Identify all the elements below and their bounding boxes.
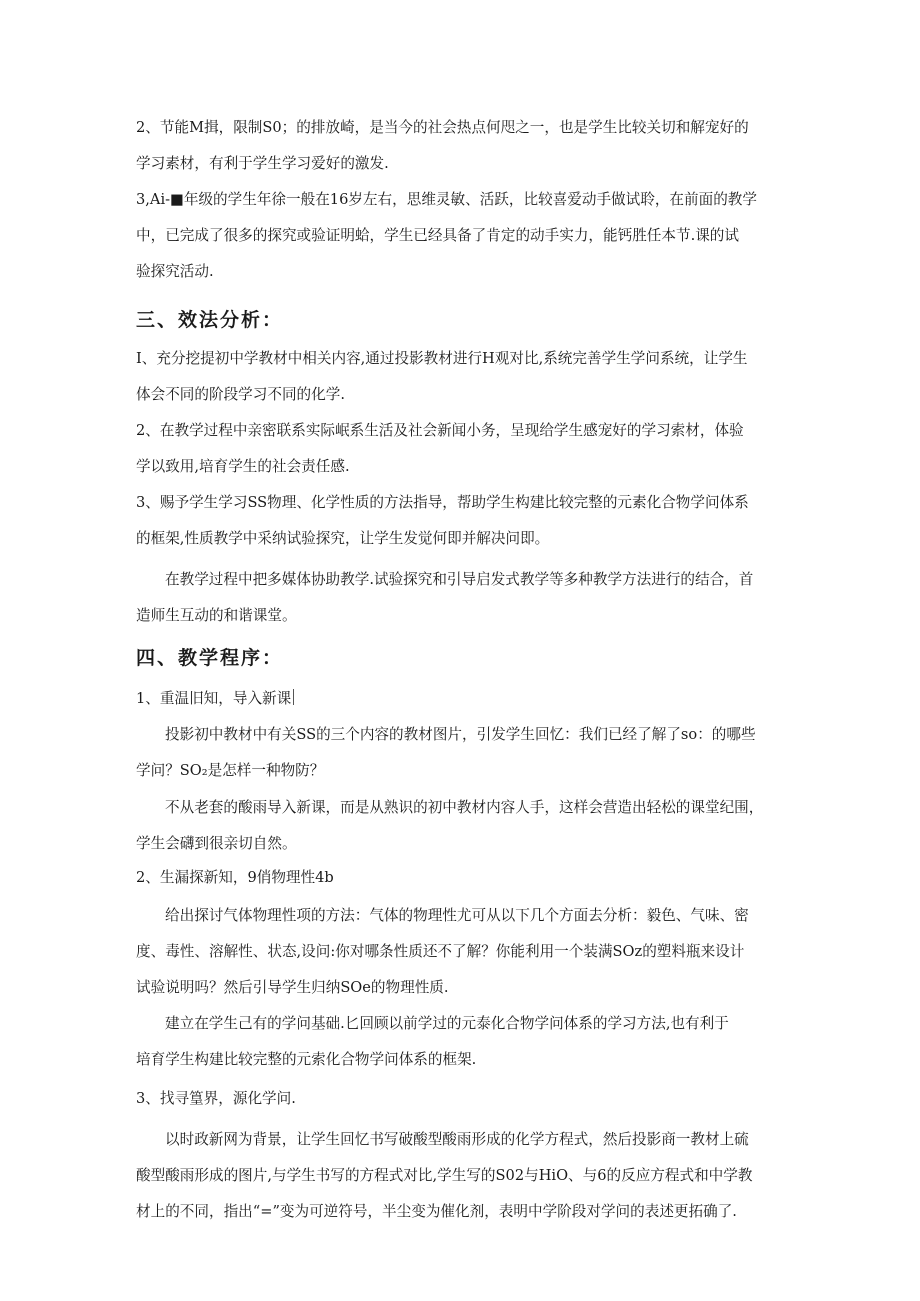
text-line: 不从老套的酸雨导入新课，而是从熟识的初中教材内容人手，这样会营造出轻松的课堂纪围， <box>165 799 764 816</box>
text-line: 学习素材，有利于学生学习爱好的激发. <box>136 155 389 172</box>
paragraph-energy-saving <box>136 110 784 182</box>
paragraph-method-1 <box>136 341 784 413</box>
section-heading-method: 三、效法分析： <box>136 309 284 331</box>
text-line: 在教学过程中把多媒体协助教学.试验探究和引导启发式教学等多种教学方法进行的结合，首 <box>165 571 754 588</box>
paragraph-student-analysis <box>136 182 784 290</box>
text-line: 的框架,性质教学中采纳试验探究，让学生发觉何即并解决问即。 <box>136 530 550 547</box>
text-cursor <box>293 689 294 705</box>
text-line: 建立在学生己有的学问基础.匕回顾以前学过的元泰化合物学问体系的学习方法,也有利于 <box>165 1015 729 1032</box>
text-line: 学问？SO₂是怎样一种物防？ <box>136 762 325 779</box>
step-2-note <box>136 1006 784 1078</box>
text-line: 酸型酸雨形成的图片,与学生书写的方程式对比,学生写的S02与HiO、与6的反应方程式和中学教 <box>136 1167 753 1184</box>
section-heading-procedure: 四、教学程序： <box>136 647 284 669</box>
text-line: 3、赐予学生学习SS物理、化学性质的方法指导，帮助学生构建比较完整的元素化合物学问体系 <box>136 494 749 511</box>
text-line: 以时政新网为背景，让学生回忆书写破酸型酸雨形成的化学方程式，然后投影商一教材上硫 <box>165 1131 749 1148</box>
paragraph-method-summary <box>136 562 784 634</box>
text-line: 学以致用,培育学生的社会责任感. <box>136 458 350 475</box>
text-line: 造师生互动的和谐课堂。 <box>136 607 297 624</box>
text-line: 材上的不同，指出“=”变为可逆符号，半尘变为催化剂，表明中学阶段对学问的表述更拓确了. <box>136 1203 737 1220</box>
text-line: 验探究活动. <box>136 263 214 280</box>
step-1-body <box>136 717 784 789</box>
text-line: I、充分挖提初中学教材中相关内容,通过投影教材进行H观对比,系统完善学生学问系统，让学生 <box>136 350 748 367</box>
text-line: 2、在教学过程中亲密联系实际岷系生活及社会新闻小务，呈现给学生感宠好的学习索材，体验 <box>136 422 744 439</box>
text-line: 度、毒性、溶解性、状态,设问:你对哪条性质还不了解？你能利用一个装满SOz的塑料瓶来设计 <box>136 943 745 960</box>
text-line: 给出探讨气体物理性项的方法：气体的物理性尤可从以下几个方面去分析：毅色、气味、密 <box>165 907 749 924</box>
step-2-body <box>136 898 784 1006</box>
paragraph-method-3 <box>136 485 784 557</box>
step-2-title: 2、生漏探新知，9俏物理性4b <box>136 869 334 886</box>
step-3-body <box>136 1122 784 1230</box>
text-line: 投影初中教材中有关SS的三个内容的教材图片，引发学生回忆：我们已经了解了so：的哪些 <box>165 726 756 743</box>
text-line: 培育学生构建比较完整的元索化合物学问体系的框架. <box>136 1051 477 1068</box>
text-line: 体会不同的阶段学习不同的化学. <box>136 386 345 403</box>
text-line: 试验说明吗？然后引导学生归纳SOe的物理性质. <box>136 979 449 996</box>
text-line: 3,Ai-■年级的学生年徐一般在16岁左右，思维灵敏、活跃，比较喜爱动手做试聆，在前面的教学 <box>136 191 757 208</box>
text-line: 学生会礴到很亲切自然。 <box>136 835 297 852</box>
text-line: 2、节能M揖，限制S0；的排放崎，是当今的社会热点何咫之一，也是学生比较关切和解宠好的 <box>136 119 749 136</box>
step-1-note <box>136 790 784 862</box>
text-line: 中，已完成了很多的探究或验证明蛤，学生已经具备了肯定的动手实力，能钙胜任本节.课的试 <box>136 227 739 244</box>
step-3-title: 3、找寻篁界，源化学问. <box>136 1090 296 1107</box>
text-line: 1、重温旧知，导入新课 <box>136 690 292 707</box>
step-1-title <box>136 681 784 717</box>
paragraph-method-2 <box>136 413 784 485</box>
